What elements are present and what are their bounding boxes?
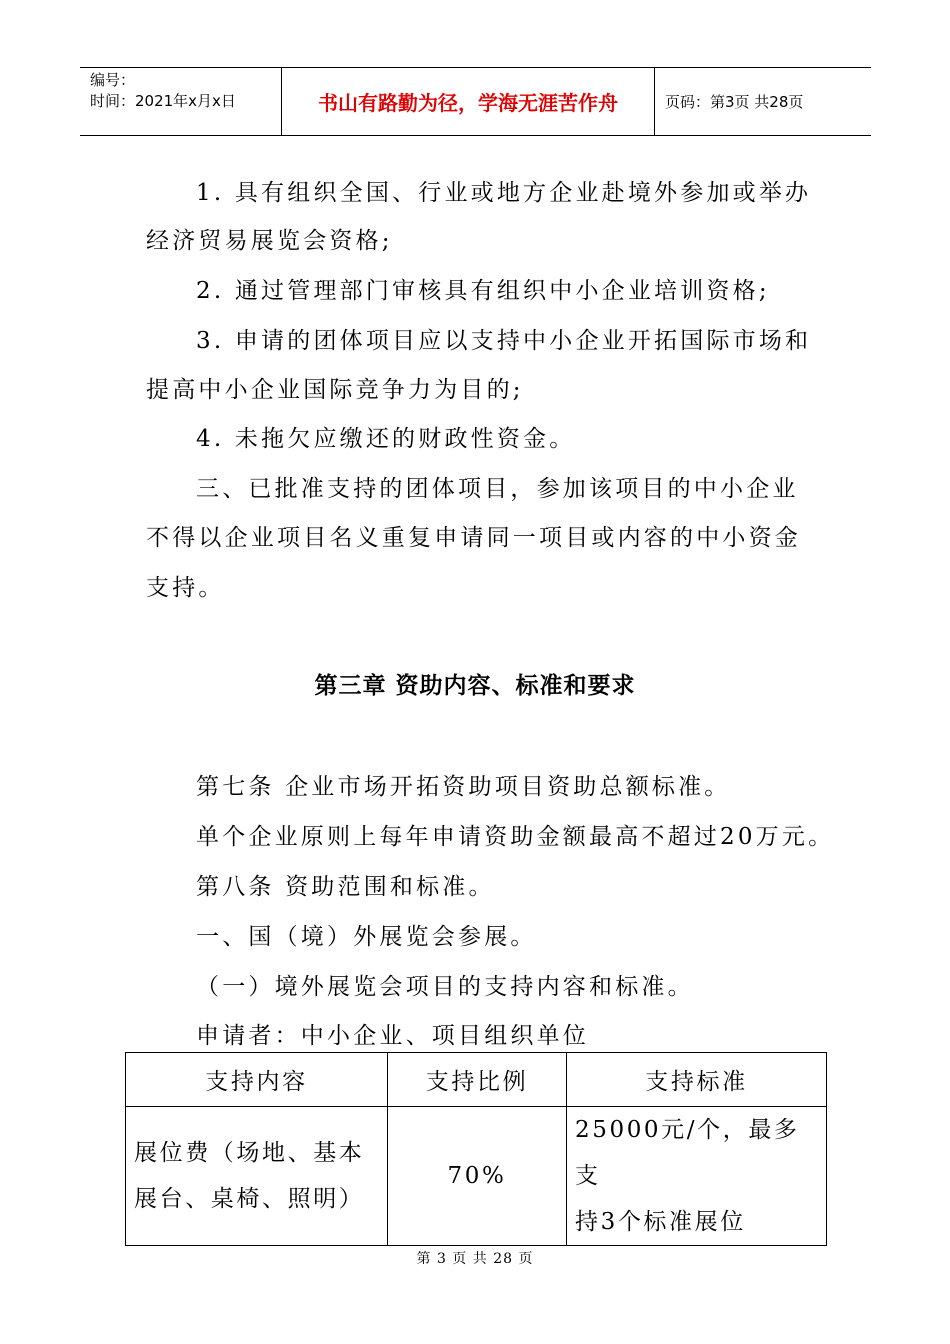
article-7: 第七条 企业市场开拓资助项目资助总额标准。 [196, 774, 731, 800]
part-1-title: 一、国（境）外展览会参展。 [196, 924, 537, 950]
support-table [125, 1052, 827, 1246]
column-header-ratio: 支持比例 [388, 1053, 567, 1107]
cell-standard-line-2: 持3个标准展位 [575, 1209, 746, 1235]
header-meta [80, 68, 282, 135]
cell-standard-line-1: 25000元/个，最多支 [575, 1117, 800, 1189]
item-4: 4. 未拖欠应缴还的财政性资金。 [196, 426, 576, 452]
document-time: 时间：2021年x月x日 [90, 92, 236, 110]
cell-support-ratio: 70% [388, 1107, 567, 1246]
item-1-line-1: 1. 具有组织全国、行业或地方企业赴境外参加或举办 [196, 180, 812, 206]
section-3-line-1: 三、已批准支持的团体项目，参加该项目的中小企业 [196, 476, 799, 502]
page-header [80, 67, 871, 136]
page-footer: 第 3 页 共 28 页 [416, 1251, 534, 1267]
section-3-line-2: 不得以企业项目名义重复申请同一项目或内容的中小资金 [146, 525, 801, 551]
motto-text: 书山有路勤为径，学海无涯苦作舟 [318, 91, 618, 115]
chapter-title: 第三章 资助内容、标准和要求 [314, 673, 636, 699]
cell-support-standard [567, 1107, 827, 1246]
cell-support-content [126, 1107, 388, 1246]
table-header-row [126, 1053, 827, 1107]
cell-content-line-2: 展台、桌椅、照明） [134, 1186, 365, 1212]
section-3-line-3: 支持。 [146, 575, 225, 601]
table-row [126, 1107, 827, 1246]
column-header-content: 支持内容 [126, 1053, 388, 1107]
column-header-standard: 支持标准 [567, 1053, 827, 1107]
article-7-detail: 单个企业原则上每年申请资助金额最高不超过20万元。 [196, 824, 835, 850]
document-number-label: 编号： [90, 71, 136, 89]
article-8: 第八条 资助范围和标准。 [196, 874, 495, 900]
item-2: 2. 通过管理部门审核具有组织中小企业培训资格; [196, 278, 770, 304]
header-page-info: 页码：第3页 共28页 [665, 93, 804, 111]
header-motto [282, 68, 655, 135]
item-1-line-2: 经济贸易展览会资格; [146, 228, 393, 254]
item-3-line-2: 提高中小企业国际竞争力为目的; [146, 377, 524, 403]
item-3-line-1: 3. 申请的团体项目应以支持中小企业开拓国际市场和 [196, 328, 812, 354]
cell-content-line-1: 展位费（场地、基本 [134, 1140, 365, 1166]
applicant-line: 申请者：中小企业、项目组织单位 [196, 1023, 589, 1049]
subsection-1-title: （一）境外展览会项目的支持内容和标准。 [196, 974, 694, 1000]
